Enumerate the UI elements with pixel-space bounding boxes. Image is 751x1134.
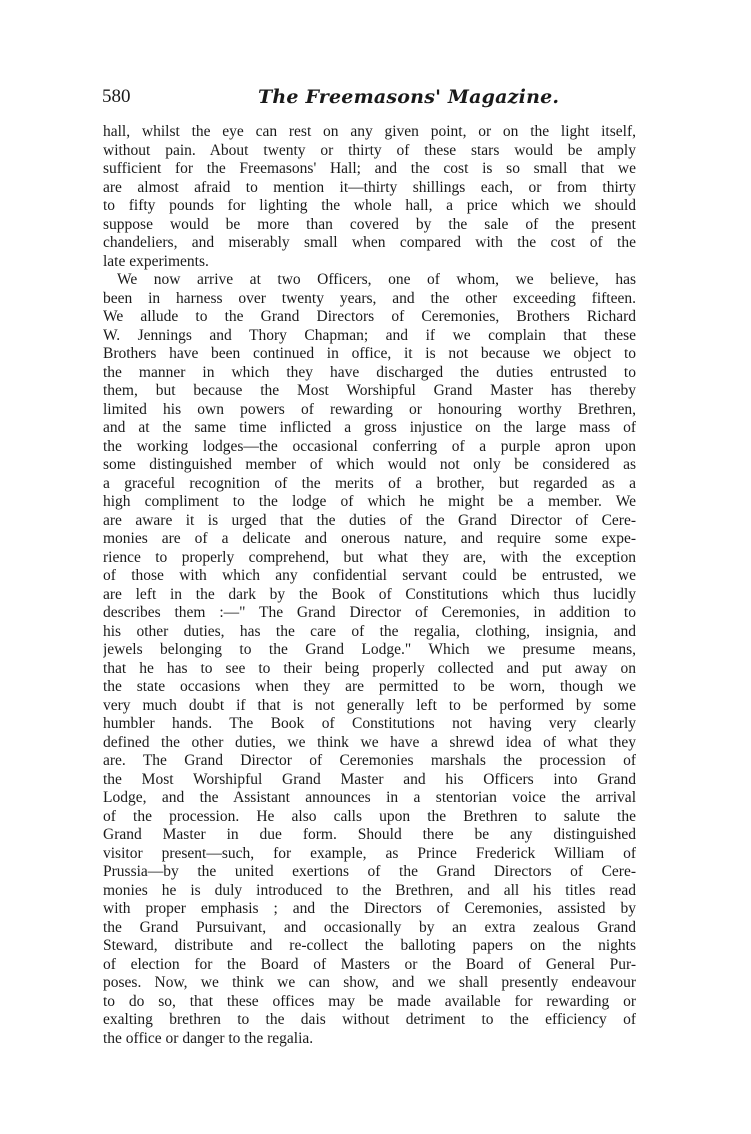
text-line: visitor present—such, for example, as Prince Frederick William of — [103, 844, 636, 862]
text-line: describes them :—" The Grand Director of Ceremonies, in addition to — [103, 604, 636, 621]
text-line: of the procession. He also calls upon the Brethren to salute the — [103, 807, 636, 825]
running-title: The Freemasons' Magazine. — [258, 86, 560, 108]
text-line: with proper emphasis ; and the Directors of Ceremonies, assisted by — [103, 900, 636, 917]
text-line: high compliment to the lodge of which he might be a member. We — [103, 493, 636, 510]
text-line: been in harness over twenty years, and the other exceeding fifteen. — [103, 289, 636, 307]
text-line: suppose would be more than covered by the sale of the present — [103, 215, 636, 233]
text-line: exalting brethren to the dais without detriment to the efficiency of — [103, 1011, 636, 1028]
text-line: jewels belonging to the Grand Lodge." Which we presume means, — [103, 641, 636, 658]
text-line: rience to properly comprehend, but what they are, with the exception — [103, 548, 636, 566]
text-line: very much doubt if that is not generally left to be performed by some — [103, 696, 636, 714]
text-line: Brothers have been continued in office, it is not because we object to — [103, 345, 636, 362]
text-line: and at the same time inflicted a gross injustice on the large mass of — [103, 419, 636, 436]
text-line: defined the other duties, we think we have a shrewd idea of what they — [103, 733, 636, 751]
text-line: are almost afraid to mention it—thirty shillings each, or from thirty — [103, 178, 636, 196]
text-line: the Most Worshipful Grand Master and his Officers into Grand — [103, 770, 636, 788]
text-line: a graceful recognition of the merits of a brother, but regarded as a — [103, 474, 636, 492]
text-line: We allude to the Grand Directors of Ceremonies, Brothers Richard — [103, 308, 636, 325]
text-line: Grand Master in due form. Should there be any distinguished — [103, 826, 636, 843]
text-line: poses. Now, we think we can show, and we shall presently endeavour — [103, 974, 636, 991]
page-number: 580 — [102, 86, 131, 107]
text-line: are aware it is urged that the duties of the Grand Director of Cere- — [103, 511, 636, 529]
text-line: are. The Grand Director of Ceremonies marshals the procession of — [103, 752, 636, 769]
text-line: to do so, that these offices may be made available for rewarding or — [103, 992, 636, 1010]
text-line: W. Jennings and Thory Chapman; and if we complain that these — [103, 326, 636, 344]
text-line: his other duties, has the care of the regalia, clothing, insignia, and — [103, 622, 636, 640]
paragraph-start-line: We now arrive at two Officers, one of whom, we believe, has — [117, 271, 636, 288]
text-line: chandeliers, and miserably small when compared with the cost of the — [103, 234, 636, 251]
text-line: limited his own powers of rewarding or honouring worthy Brethren, — [103, 400, 636, 418]
text-line: monies he is duly introduced to the Brethren, and all his titles read — [103, 881, 636, 899]
text-line: the working lodges—the occasional conferring of a purple apron upon — [103, 437, 636, 455]
text-line: the state occasions when they are permitted to be worn, though we — [103, 678, 636, 695]
text-line: some distinguished member of which would not only be considered as — [103, 456, 636, 473]
text-line: the Grand Pursuivant, and occasionally by an extra zealous Grand — [103, 918, 636, 936]
text-line: Steward, distribute and re-collect the balloting papers on the nights — [103, 937, 636, 954]
text-line: humbler hands. The Book of Constitutions not having very clearly — [103, 715, 636, 732]
text-line: are left in the dark by the Book of Constitutions which thus lucidly — [103, 585, 636, 603]
text-line: late experiments. — [103, 252, 209, 270]
text-line: them, but because the Most Worshipful Grand Master has thereby — [103, 382, 636, 399]
text-line: monies are of a delicate and onerous nature, and require some expe- — [103, 530, 636, 547]
text-line: the office or danger to the regalia. — [103, 1029, 314, 1047]
text-line: hall, whilst the eye can rest on any given point, or on the light itself, — [103, 123, 636, 140]
text-line: that he has to see to their being properly collected and put away on — [103, 659, 636, 677]
text-line: Prussia—by the united exertions of the Grand Directors of Cere- — [103, 863, 636, 880]
text-line: Lodge, and the Assistant announces in a stentorian voice the arrival — [103, 789, 636, 806]
text-line: of those with which any confidential servant could be entrusted, we — [103, 567, 636, 584]
text-line: sufficient for the Freemasons' Hall; and the cost is so small that we — [103, 160, 636, 177]
text-line: the manner in which they have discharged the duties entrusted to — [103, 363, 636, 381]
article-body — [103, 123, 636, 1048]
page-header — [100, 86, 638, 112]
text-line: without pain. About twenty or thirty of these stars would be amply — [103, 141, 636, 159]
text-line: of election for the Board of Masters or the Board of General Pur- — [103, 955, 636, 973]
text-line: to fifty pounds for lighting the whole hall, a price which we should — [103, 197, 636, 214]
